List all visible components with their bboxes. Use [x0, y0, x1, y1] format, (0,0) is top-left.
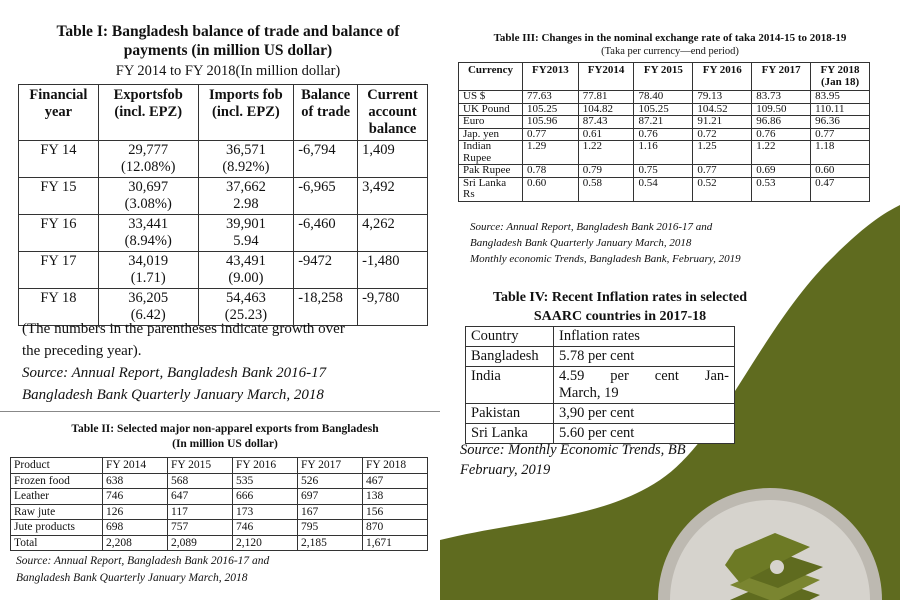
- table-row: UK Pound 105.25 104.82 105.25 104.52 109.50 110.11: [459, 103, 870, 116]
- table-row: India 4.59 per cent Jan- March, 19: [466, 367, 735, 404]
- table2-header-product: Product: [11, 458, 103, 474]
- table3-header-fy2015: FY 2015: [634, 63, 693, 91]
- table1-cell-balance: -6,965: [294, 178, 358, 215]
- table3-source: Source: Annual Report, Bangladesh Bank 2016-17 and Bangladesh Bank Quarterly January March, 2018 Monthly economic Trends, Bangladesh Bank, February, 2019: [470, 221, 741, 265]
- table1-cell-exports: 36,205 (6.42): [98, 289, 198, 326]
- table1-title-line2: payments (in million US dollar): [123, 42, 333, 59]
- table-row: Leather 746 647 666 697 138: [11, 489, 428, 505]
- table1-cell-exports: 29,777 (12.08%): [98, 141, 198, 178]
- table4-inflation-rates: [465, 326, 735, 444]
- table4-source: Source: Monthly Economic Trends, BB February, 2019: [460, 442, 686, 478]
- table1-header-financial-year: Financial year: [19, 85, 99, 141]
- table4-header-row: [466, 327, 735, 347]
- table1-cell-current: 4,262: [358, 215, 428, 252]
- table1-header-balance: Balance of trade: [294, 85, 358, 141]
- table-row: [19, 141, 428, 178]
- table2-title: Table II: Selected major non-apparel exports from Bangladesh (In million US dollar): [71, 423, 379, 450]
- table1-cell-imports: 43,491 (9.00): [198, 252, 294, 289]
- table3-header-fy2017: FY 2017: [752, 63, 811, 91]
- table1-cell-current: 3,492: [358, 178, 428, 215]
- table1-cell-exports: 33,441 (8.94%): [98, 215, 198, 252]
- table1-cell-balance: -9472: [294, 252, 358, 289]
- table3-header-fy2016: FY 2016: [693, 63, 752, 91]
- table-row: Bangladesh 5.78 per cent: [466, 347, 735, 367]
- table1-cell-year: FY 15: [19, 178, 99, 215]
- table-row: Sri Lanka 5.60 per cent: [466, 424, 735, 444]
- table1-cell-year: FY 18: [19, 289, 99, 326]
- table1-cell-imports: 39,901 5.94: [198, 215, 294, 252]
- table1-note: (The numbers in the parentheses indicate growth over the preceding year).: [22, 321, 345, 359]
- table3-header-row: [459, 63, 870, 91]
- table-row: Raw jute 126 117 173 167 156: [11, 504, 428, 520]
- table1-source: Source: Annual Report, Bangladesh Bank 2016-17 Bangladesh Bank Quarterly January March, 2018: [22, 365, 327, 403]
- table-row: Sri Lanka Rs 0.60 0.58 0.54 0.52 0.53 0.47: [459, 177, 870, 201]
- table3-header-currency: Currency: [459, 63, 523, 91]
- table-row: [19, 215, 428, 252]
- table2-header-fy2017: FY 2017: [298, 458, 363, 474]
- table3-header-fy2018: FY 2018 (Jan 18): [811, 63, 870, 91]
- table-row: Frozen food 638 568 535 526 467: [11, 473, 428, 489]
- table3-header-fy2013: FY2013: [523, 63, 579, 91]
- table1-cell-exports: 34,019 (1.71): [98, 252, 198, 289]
- table1-header-current-account: Current account balance: [358, 85, 428, 141]
- table1-cell-balance: -6,460: [294, 215, 358, 252]
- table-row: Jap. yen 0.77 0.61 0.76 0.72 0.76 0.77: [459, 128, 870, 141]
- table-row: Pak Rupee 0.78 0.79 0.75 0.77 0.69 0.60: [459, 165, 870, 178]
- section-divider: [0, 411, 440, 412]
- table2-non-apparel-exports: [10, 457, 428, 551]
- table1-subtitle: FY 2014 to FY 2018(In million dollar): [115, 63, 341, 79]
- table1-title-line1: Table I: Bangladesh balance of trade and balance of: [56, 23, 400, 40]
- table1-cell-current: -1,480: [358, 252, 428, 289]
- table3-subtitle: (Taka per currency—end period): [601, 46, 739, 57]
- table4-header-country: Country: [466, 327, 554, 347]
- table1-title: [18, 22, 438, 60]
- table3-exchange-rate: [458, 62, 870, 202]
- table1-cell-balance: -6,794: [294, 141, 358, 178]
- table2-header-fy2015: FY 2015: [168, 458, 233, 474]
- table1-header-row: [19, 85, 428, 141]
- table4-header-inflation: Inflation rates: [554, 327, 735, 347]
- table1-balance-of-trade: [18, 84, 428, 326]
- table-row: Euro 105.96 87.43 87.21 91.21 96.86 96.36: [459, 116, 870, 129]
- table-row: Jute products 698 757 746 795 870: [11, 520, 428, 536]
- table-row: Pakistan 3,90 per cent: [466, 404, 735, 424]
- table1-cell-year: FY 16: [19, 215, 99, 252]
- table-row: Total 2,208 2,089 2,120 2,185 1,671: [11, 535, 428, 551]
- table1-cell-exports: 30,697 (3.08%): [98, 178, 198, 215]
- table-row: [19, 178, 428, 215]
- table1-cell-imports: 37,662 2.98: [198, 178, 294, 215]
- table-row: Indian Rupee 1.29 1.22 1.16 1.25 1.22 1.18: [459, 141, 870, 165]
- table2-header-fy2014: FY 2014: [103, 458, 168, 474]
- table1-cell-imports: 36,571 (8.92%): [198, 141, 294, 178]
- table1-header-imports: Imports fob (incl. EPZ): [198, 85, 294, 141]
- table-row: US $ 77.63 77.81 78.40 79.13 83.73 83.95: [459, 91, 870, 104]
- table2-header-fy2016: FY 2016: [233, 458, 298, 474]
- table4-title: Table IV: Recent Inflation rates in selected SAARC countries in 2017-18: [492, 290, 748, 324]
- table1-cell-year: FY 14: [19, 141, 99, 178]
- table2-source: Source: Annual Report, Bangladesh Bank 2016-17 and Bangladesh Bank Quarterly January March, 2018: [16, 555, 270, 584]
- table3-header-fy2014: FY2014: [578, 63, 634, 91]
- table1-header-exports: Exportsfob (incl. EPZ): [98, 85, 198, 141]
- table2-header-row: [11, 458, 428, 474]
- table1-cell-current: 1,409: [358, 141, 428, 178]
- table3-title: Table III: Changes in the nominal exchange rate of taka 2014-15 to 2018-19: [493, 32, 847, 44]
- table1-cell-balance: -18,258: [294, 289, 358, 326]
- table1-cell-current: -9,780: [358, 289, 428, 326]
- table1-cell-imports: 54,463 (25.23): [198, 289, 294, 326]
- table2-header-fy2018: FY 2018: [363, 458, 428, 474]
- table1-cell-year: FY 17: [19, 252, 99, 289]
- table-row: [19, 252, 428, 289]
